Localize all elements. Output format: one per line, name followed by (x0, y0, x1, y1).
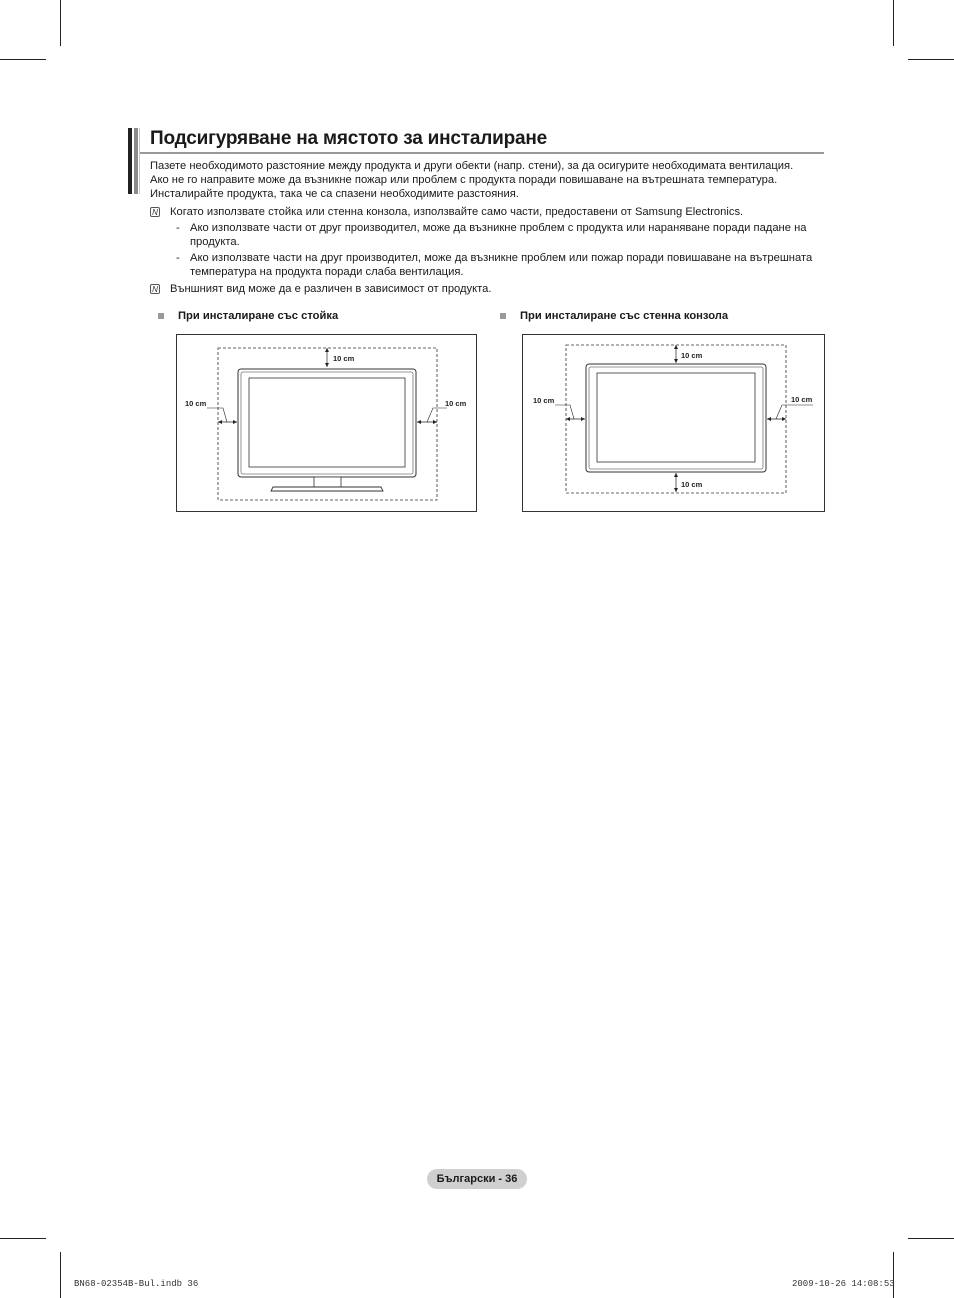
crop-mark (893, 0, 894, 46)
note-subitem: - Ако използвате части на друг производител, може да възникне проблем или пожар поради повишаване на вътрешната температура на продукта поради слаба вентилация. (176, 251, 826, 279)
bullet-square-icon (500, 313, 506, 319)
note-text: Външният вид може да е различен в зависимост от продукта. (170, 283, 492, 295)
dim-top: 10 cm (333, 354, 355, 363)
title-decoration (128, 128, 140, 194)
intro-text (150, 159, 840, 202)
dim-right: 10 cm (791, 395, 813, 404)
crop-mark (908, 59, 954, 60)
title-rule (140, 152, 824, 154)
figure-label-stand (158, 310, 338, 322)
figure-label-text: При инсталиране със стенна конзола (520, 310, 729, 322)
dim-left: 10 cm (185, 399, 207, 408)
dim-top: 10 cm (681, 351, 703, 360)
intro-line: Инсталирайте продукта, така че са спазени необходимите разстояния. (150, 188, 519, 201)
footer-datetime: 2009-10-26 14:08:53 (792, 1279, 895, 1289)
page-number-badge: Български - 36 (427, 1169, 527, 1189)
note-subitem: - Ако използвате части от друг производител, може да възникне проблем с продукта или нараняване поради падане на продукта. (176, 221, 826, 249)
crop-mark (60, 1252, 61, 1298)
intro-line: Пазете необходимото разстояние между продукта и други обекти (напр. стени), за да осигурите необходимата вентилация. (150, 160, 794, 172)
note-subitem-text: Ако използвате части от друг производител, може да възникне проблем с продукта или нараняване поради падане на продукта. (190, 222, 807, 249)
figure-label-wall (500, 310, 728, 322)
figure-label-text: При инсталиране със стойка (178, 310, 339, 322)
wall-mount-clearance-diagram (522, 334, 825, 512)
stand-clearance-diagram (176, 334, 477, 512)
note-text: Когато използвате стойка или стенна конзола, използвайте само части, предоставени от Samsung Electronics. (170, 206, 744, 218)
note-item (150, 282, 492, 296)
dim-left: 10 cm (533, 396, 555, 405)
bullet-square-icon (158, 313, 164, 319)
note-icon: N (150, 207, 160, 217)
footer-file: BN68-02354B-Bul.indb 36 (74, 1279, 199, 1289)
note-icon: N (150, 284, 160, 294)
crop-mark (60, 0, 61, 46)
crop-mark (893, 1252, 894, 1298)
crop-mark (908, 1238, 954, 1239)
crop-mark (0, 1238, 46, 1239)
note-item (150, 205, 743, 219)
note-subitem-text: Ако използвате части на друг производител, може да възникне проблем или пожар поради повишаване на вътрешната температура на продукта поради слаба вентилация. (190, 252, 813, 279)
intro-line: Ако не го направите може да възникне пожар или проблем с продукта поради повишаване на вътрешната температура. (150, 174, 778, 187)
crop-mark (0, 59, 46, 60)
dim-bottom: 10 cm (681, 480, 703, 489)
dim-right: 10 cm (445, 399, 467, 408)
page-title: Подсигуряване на мястото за инсталиране (150, 128, 548, 149)
